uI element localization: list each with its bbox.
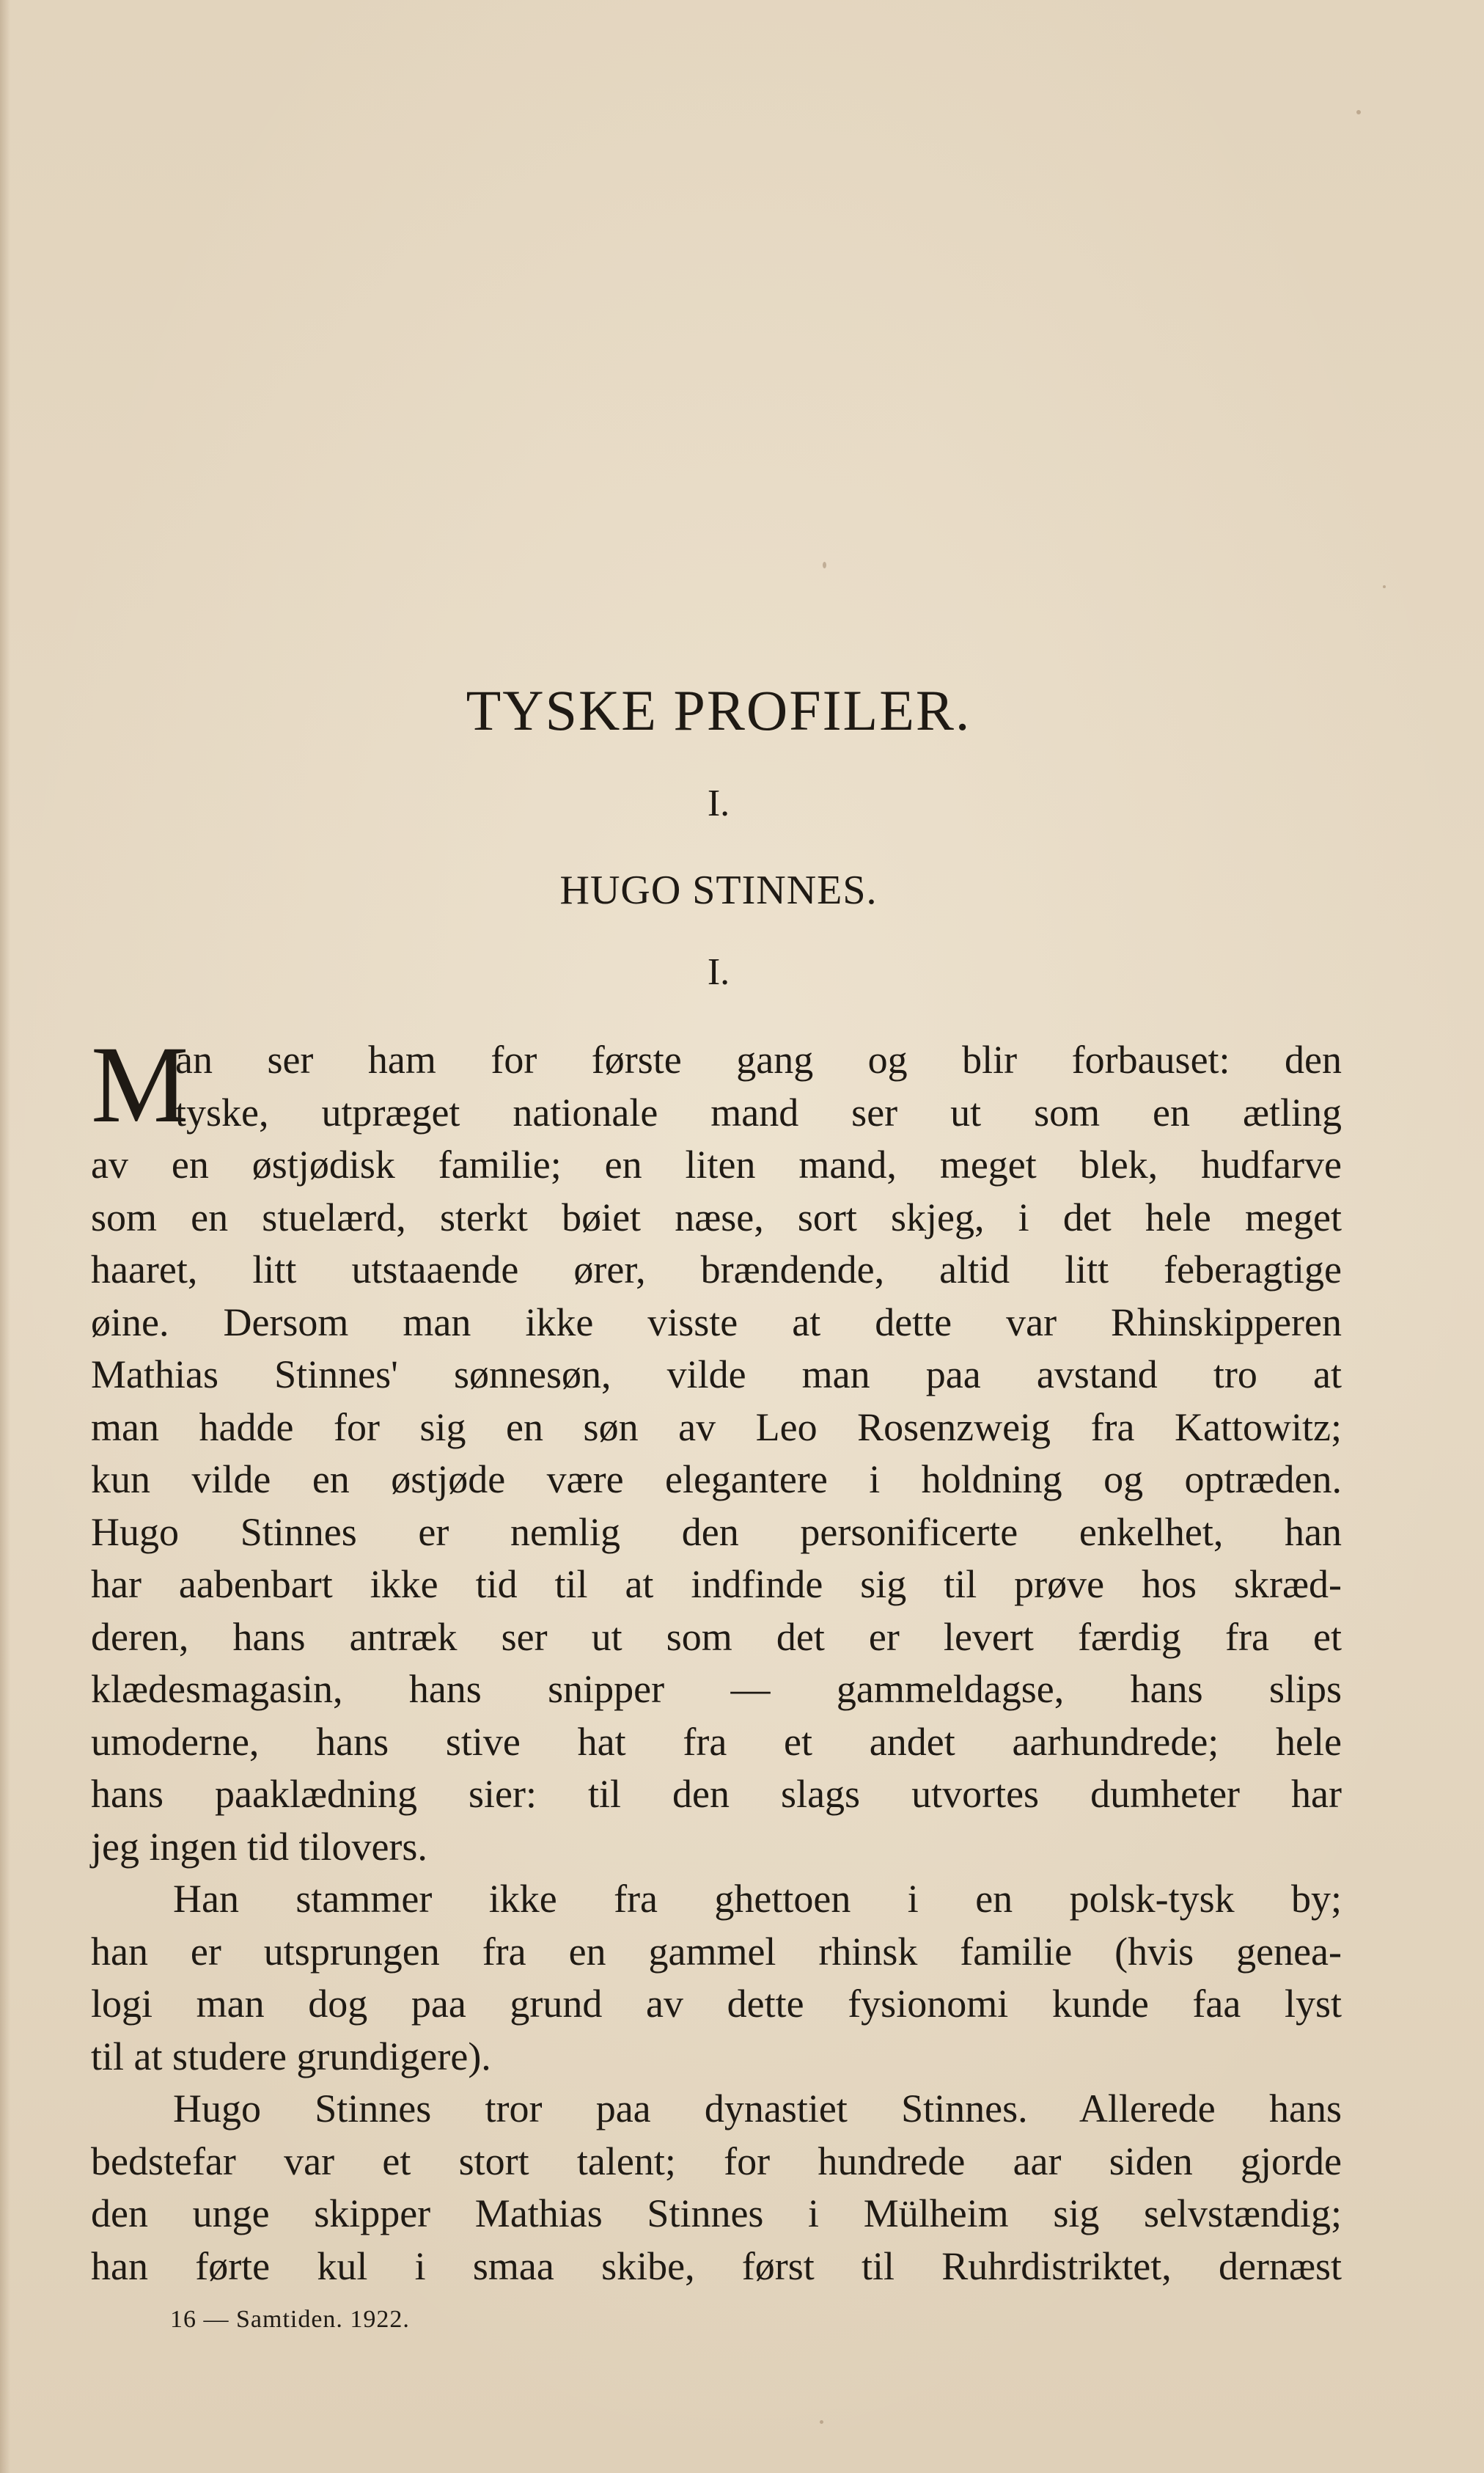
paper-speck [1356, 110, 1361, 114]
page-edge-shadow [0, 0, 10, 2473]
text-line: hans paaklædning sier: til den slags utvortes dumheter har [91, 1772, 1342, 1816]
text-line: bedstefar var et stort talent; for hundrede aar siden gjorde [91, 2139, 1342, 2183]
text-line: an ser ham for første gang og blir forbauset: den [175, 1038, 1342, 1082]
text-line: som en stuelærd, sterkt bøiet næse, sort skjeg, i det hele meget [91, 1195, 1342, 1239]
text-line: kun vilde en østjøde være elegantere i holdning og optræden. [91, 1457, 1342, 1501]
text-line: av en østjødisk familie; en liten mand, meget blek, hudfarve [91, 1143, 1342, 1187]
text-line: man hadde for sig en søn av Leo Rosenzweig fra Kattowitz; [91, 1404, 1342, 1449]
text-line: haaret, litt utstaaende ører, brændende, altid litt feberagtige [91, 1248, 1342, 1292]
text-line: har aabenbart ikke tid til at indfinde sig til prøve hos skræd- [91, 1562, 1342, 1606]
paper-speck [823, 562, 826, 568]
page-footer-signature: 16 — Samtiden. 1922. [170, 2306, 410, 2333]
section-number: I. [707, 951, 730, 993]
article-body [91, 1024, 1342, 2293]
text-line: jeg ingen tid tilovers. [91, 1824, 427, 1869]
article-subtitle: HUGO STINNES. [559, 868, 878, 913]
text-line: tyske, utpræget nationale mand ser ut som en ætling [175, 1090, 1342, 1135]
page-title: TYSKE PROFILER. [466, 678, 971, 742]
text-line: umoderne, hans stive hat fra et andet aarhundrede; hele [91, 1719, 1342, 1764]
text-line: til at studere grundigere). [91, 2034, 491, 2078]
text-line: klædesmagasin, hans snipper — gammeldagse, hans slips [91, 1667, 1342, 1711]
text-line: Hugo Stinnes er nemlig den personificerte enkelhet, han [91, 1509, 1342, 1554]
drop-cap: M [91, 1024, 189, 1146]
text-line: Han stammer ikke fra ghettoen i en polsk-tysk by; [173, 1877, 1342, 1921]
first-paragraph-opening [91, 1024, 1342, 1146]
text-line: øine. Dersom man ikke visste at dette var Rhinskipperen [91, 1300, 1342, 1344]
text-line: han førte kul i smaa skibe, først til Ruhrdistriktet, dernæst [91, 2243, 1342, 2288]
part-number: I. [707, 783, 730, 824]
text-line: logi man dog paa grund av dette fysionomi kunde faa lyst [91, 1982, 1342, 2026]
paper-speck [1383, 585, 1386, 588]
text-line: Hugo Stinnes tror paa dynastiet Stinnes. Allerede hans [173, 2087, 1342, 2131]
text-line: han er utsprungen fra en gammel rhinsk familie (hvis genea- [91, 1929, 1342, 1974]
text-line: Mathias Stinnes' sønnesøn, vilde man paa avstand tro at [91, 1352, 1342, 1396]
paper-speck [820, 2420, 823, 2424]
text-line: deren, hans antræk ser ut som det er levert færdig fra et [91, 1614, 1342, 1659]
text-line: den unge skipper Mathias Stinnes i Mülheim sig selvstændig; [91, 2191, 1342, 2235]
